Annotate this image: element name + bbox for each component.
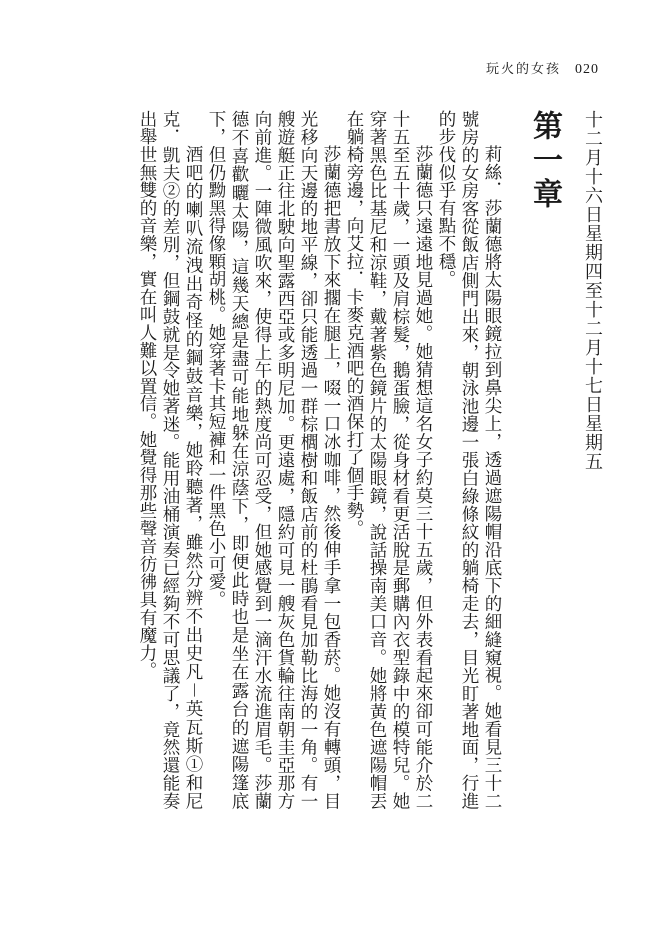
chapter-date: 十二月十六日星期四至十二月十七日星期五	[582, 110, 603, 471]
paragraph: 莎蘭德把書放下來擱在腿上，啜一口冰咖啡，然後伸手拿一包香菸。她沒有轉頭，目光移向天邊的地平線，卻只能透過一群棕櫚樹和飯店前的杜鵑看見加勒比海的一角。有一艘遊艇正往北駛向聖露西亞或多明尼加。更遠處，隱約可見一艘灰色貨輪往南朝圭亞那方向前進。一陣微風吹來，使得上午的熱度尚可忍受，但她感覺到一滴汗水流進眉毛。莎蘭德不喜歡曬太陽，這幾天總是盡可能地躲在涼蔭下，即便此時也是坐在露台的遮陽篷底下，但仍黝黑得像顆胡桃。她穿著卡其短褲和一件黑色小可愛。	[206, 110, 341, 810]
paragraph: 酒吧的喇叭流洩出奇怪的鋼鼓音樂，她聆聽著，雖然分辨不出史凡－英瓦斯①和尼克．凱夫②的差別，但鋼鼓就是令她著迷。能用油桶演奏已經夠不可思議了，竟然還能奏出舉世無雙的音樂，實在叫人難以置信。她覺得那些聲音彷彿具有魔力。	[137, 110, 203, 810]
page-number: 020	[575, 62, 599, 77]
chapter-title: 第一章	[527, 110, 562, 212]
book-title: 玩火的女孩	[485, 62, 561, 77]
paragraph: 莎蘭德只遠遠地見過她。她猜想這名女子約莫三十五歲，但外表看起來卻可能介於二十五至五十歲，一頭及肩棕髮，鵝蛋臉，從身材看更活脫是郵購內衣型錄中的模特兒。她穿著黑色比基尼和涼鞋，戴著紫色鏡片的太陽眼鏡，說話操南美口音。她將黃色遮陽帽丟在躺椅旁邊，向艾拉．卡麥克酒吧的酒保打了個手勢。	[344, 110, 433, 810]
body-text	[63, 110, 503, 810]
paragraph: 莉絲．莎蘭德將太陽眼鏡拉到鼻尖上，透過遮陽帽沿底下的細縫窺視。她看見三十二號房的女房客從飯店側門出來，朝泳池邊一張白綠條紋的躺椅走去，目光盯著地面，行進的步伐似乎有點不穩。	[436, 110, 502, 810]
running-header	[486, 58, 599, 78]
